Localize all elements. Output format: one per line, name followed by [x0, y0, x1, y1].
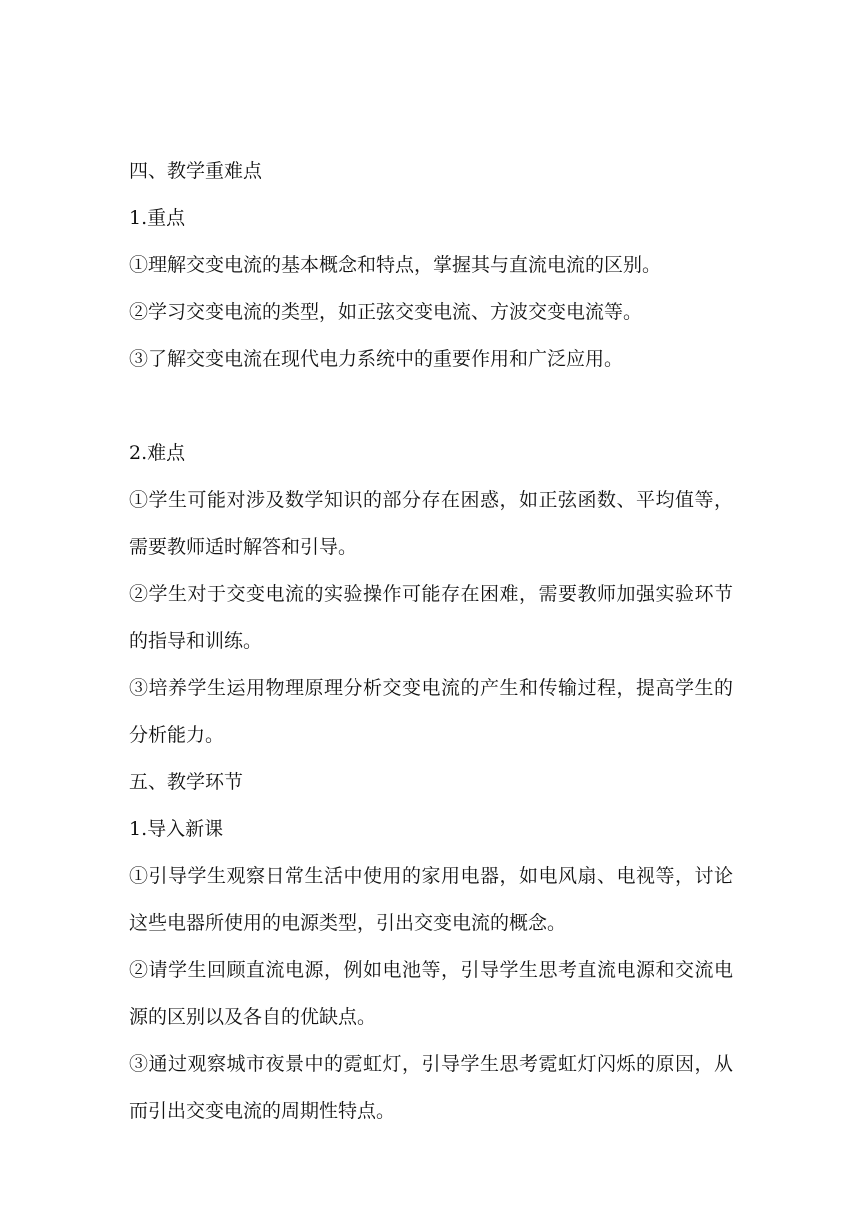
list-item: ①理解交变电流的基本概念和特点，掌握其与直流电流的区别。: [129, 254, 662, 276]
list-item: ②学习交变电流的类型，如正弦交变电流、方波交变电流等。: [129, 301, 643, 323]
list-item: ③通过观察城市夜景中的霓虹灯，引导学生思考霓虹灯闪烁的原因，从而引出交变电流的周期性特点。: [129, 1053, 733, 1122]
list-item: ③了解交变电流在现代电力系统中的重要作用和广泛应用。: [129, 348, 624, 370]
list-item: ①学生可能对涉及数学知识的部分存在困惑，如正弦函数、平均值等，需要教师适时解答和引导。: [129, 489, 733, 558]
subsection-label: 1.导入新课: [129, 818, 224, 840]
list-item: ②学生对于交变电流的实验操作可能存在困难，需要教师加强实验环节的指导和训练。: [129, 583, 733, 652]
blank-line: [129, 383, 733, 430]
list-item: ②请学生回顾直流电源，例如电池等，引导学生思考直流电源和交流电源的区别以及各自的优缺点。: [129, 959, 733, 1028]
list-item: ③培养学生运用物理原理分析交变电流的产生和传输过程，提高学生的分析能力。: [129, 677, 733, 746]
section-heading: 四、教学重难点: [129, 160, 263, 182]
subsection-label: 2.难点: [129, 442, 186, 464]
document-page: [129, 148, 733, 1135]
section-heading: 五、教学环节: [129, 771, 244, 793]
list-item: ①引导学生观察日常生活中使用的家用电器，如电风扇、电视等，讨论这些电器所使用的电源类型，引出交变电流的概念。: [129, 865, 733, 934]
subsection-label: 1.重点: [129, 207, 186, 229]
